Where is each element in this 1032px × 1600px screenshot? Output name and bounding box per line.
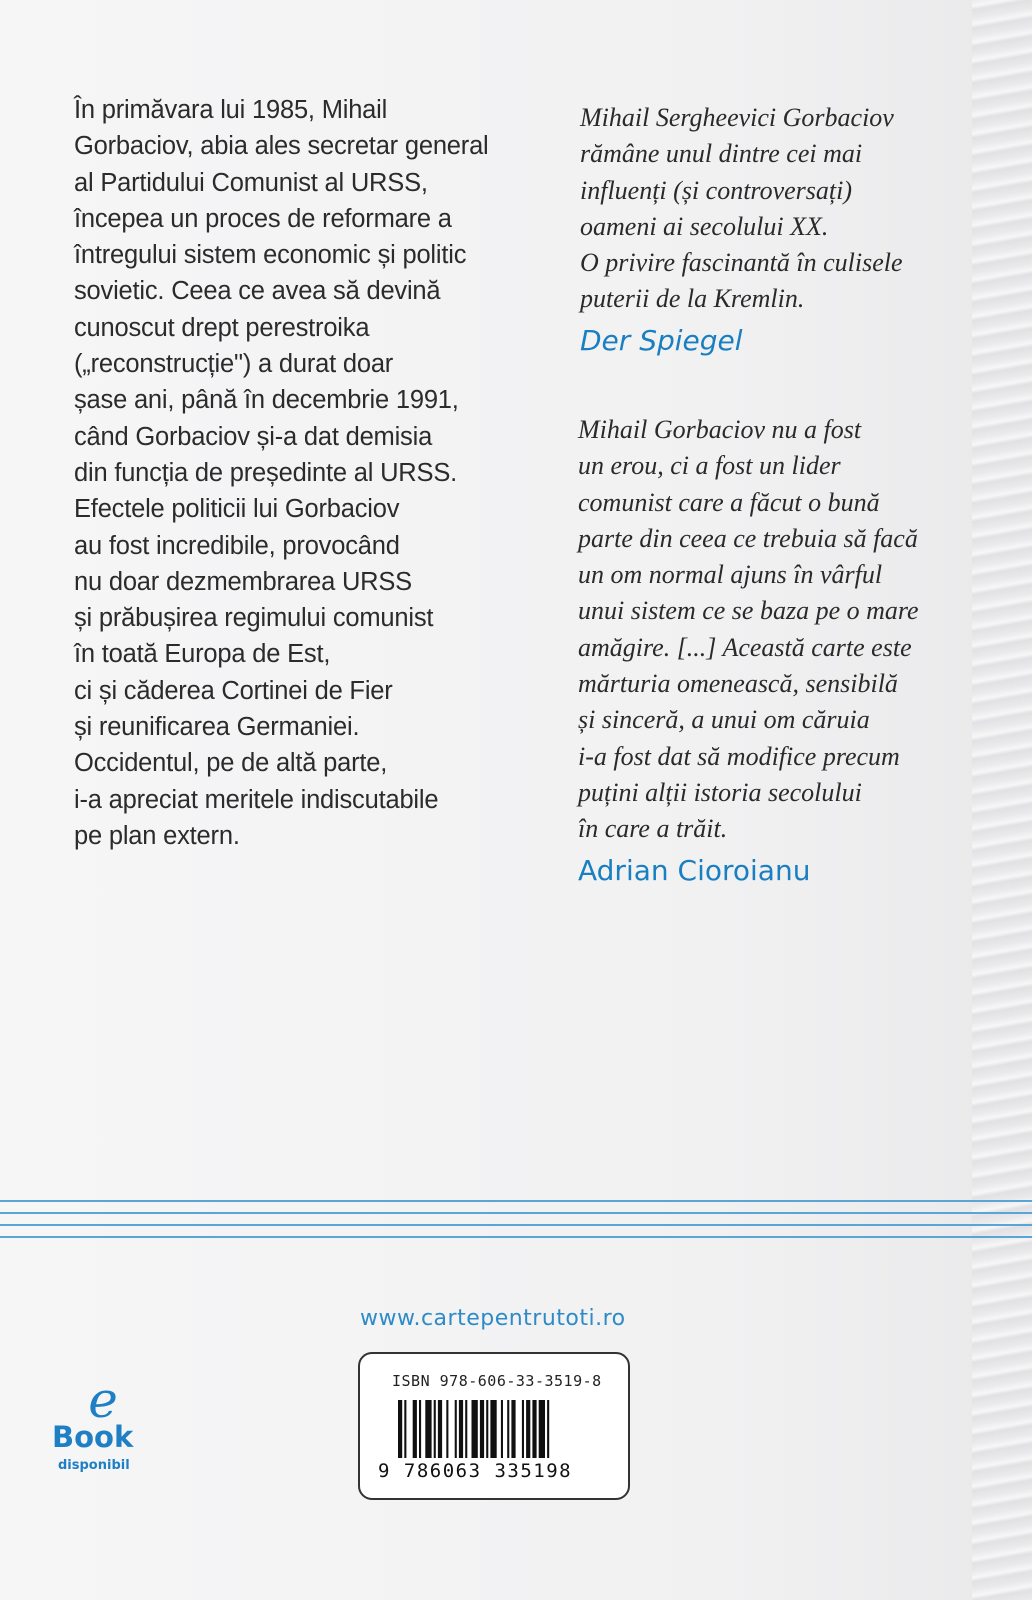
synopsis-line: cunoscut drept perestroika <box>74 313 370 342</box>
quote-line: mărturia omenească, sensibilă <box>578 669 898 699</box>
quote-line: O privire fascinantă în culisele <box>580 248 903 278</box>
synopsis-line: al Partidului Comunist al URSS, <box>74 168 428 197</box>
quote-line: un erou, ci a fost un lider <box>578 451 841 481</box>
quote-line: comunist care a făcut o bună <box>578 487 880 517</box>
barcode-bar <box>472 1400 478 1458</box>
publisher-website[interactable]: www.cartepentrutoti.ro <box>360 1306 626 1331</box>
ebook-e-icon: e <box>88 1371 118 1429</box>
barcode-bar <box>465 1400 467 1458</box>
isbn-barcode <box>358 1352 630 1500</box>
quote-line: Mihail Gorbaciov nu a fost <box>578 415 862 444</box>
quote-line: și sinceră, a unui om căruia <box>578 705 870 735</box>
barcode-bar <box>526 1400 530 1458</box>
barcode-bar <box>425 1400 431 1458</box>
barcode-bar <box>434 1400 436 1458</box>
quote-line: parte din ceea ce trebuia să facă <box>578 523 918 553</box>
barcode-bar <box>486 1400 488 1458</box>
synopsis-line: i-a apreciat meritele indiscutabile <box>74 785 439 814</box>
quote-line: în care a trăit. <box>578 814 728 844</box>
barcode-bar <box>398 1400 402 1458</box>
quote-line: unui sistem ce se baza pe o mare <box>578 596 919 626</box>
ebook-word: Book <box>52 1420 134 1454</box>
synopsis-line: Occidentul, pe de altă parte, <box>74 749 388 778</box>
synopsis-line: în toată Europa de Est, <box>74 640 331 669</box>
barcode-bar <box>511 1400 515 1458</box>
synopsis-line: În primăvara lui 1985, Mihail <box>74 96 388 124</box>
quote-line: puterii de la Kremlin. <box>580 284 805 314</box>
quote-line: influenți (și controversați) <box>580 175 852 205</box>
barcode-digits: 9 786063 335198 <box>378 1460 573 1482</box>
quote-line: i-a fost dat să modifice precum <box>578 741 900 771</box>
quote-line: oameni ai secolului XX. <box>580 211 829 241</box>
barcode-bar <box>501 1400 503 1458</box>
barcode-bar <box>480 1400 484 1458</box>
barcode-bar <box>404 1400 406 1458</box>
isbn-label: ISBN 978-606-33-3519-8 <box>392 1372 602 1390</box>
synopsis-text <box>74 92 544 854</box>
synopsis-line: nu doar dezmembrarea URSS <box>74 567 412 596</box>
quote-line: un om normal ajuns în vârful <box>578 560 883 590</box>
synopsis-line: întregului sistem economic și politic <box>74 241 467 270</box>
quote-der-spiegel-author: Der Spiegel <box>580 323 743 357</box>
quote-cioroianu-author: Adrian Cioroianu <box>578 853 811 887</box>
synopsis-line: șase ani, până în decembrie 1991, <box>74 386 459 415</box>
divider-line-3 <box>0 1224 1032 1226</box>
quote-der-spiegel <box>580 100 980 357</box>
quote-line: Mihail Sergheevici Gorbaciov <box>580 103 894 132</box>
synopsis-line: Gorbaciov, abia ales secretar general <box>74 132 489 161</box>
barcode-bar <box>539 1400 545 1458</box>
divider-line-2 <box>0 1212 1032 1214</box>
divider-line-1 <box>0 1200 1032 1202</box>
barcode-bar <box>413 1400 417 1458</box>
quote-line: puțini alții istoria secolului <box>578 777 862 807</box>
synopsis-line: („reconstrucție") a durat doar <box>74 350 394 379</box>
quote-cioroianu <box>578 412 998 887</box>
barcode-bar <box>446 1400 448 1458</box>
barcode-bar <box>490 1400 496 1458</box>
barcode-bar <box>459 1400 463 1458</box>
quote-line: amăgire. [...] Această carte este <box>578 632 912 662</box>
synopsis-line: pe plan extern. <box>74 821 240 850</box>
barcode-bar <box>455 1400 457 1458</box>
synopsis-line: începea un proces de reformare a <box>74 204 452 233</box>
barcode-bar <box>547 1400 549 1458</box>
synopsis-line: Efectele politicii lui Gorbaciov <box>74 495 400 524</box>
synopsis-line: sovietic. Ceea ce avea să devină <box>74 277 441 306</box>
quote-cioroianu-text <box>578 412 998 848</box>
barcode-bar <box>522 1400 524 1458</box>
synopsis-line: și prăbușirea regimului comunist <box>74 604 434 633</box>
ebook-available-logo <box>52 1371 148 1473</box>
barcode-bar <box>419 1400 421 1458</box>
barcode-bar <box>507 1400 509 1458</box>
ebook-subtitle: disponibil <box>58 1458 130 1473</box>
divider-line-4 <box>0 1236 1032 1238</box>
synopsis-line: au fost incredibile, provocând <box>74 531 400 560</box>
synopsis-line: ci și căderea Cortinei de Fier <box>74 676 393 705</box>
barcode-bar <box>438 1400 442 1458</box>
quote-line: rămâne unul dintre cei mai <box>580 139 863 169</box>
synopsis-line: când Gorbaciov și-a dat demisia <box>74 422 433 451</box>
synopsis-line: și reunificarea Germaniei. <box>74 713 360 742</box>
synopsis-line: din funcția de președinte al URSS. <box>74 458 458 487</box>
quote-der-spiegel-text <box>580 100 980 318</box>
barcode-bar <box>532 1400 536 1458</box>
